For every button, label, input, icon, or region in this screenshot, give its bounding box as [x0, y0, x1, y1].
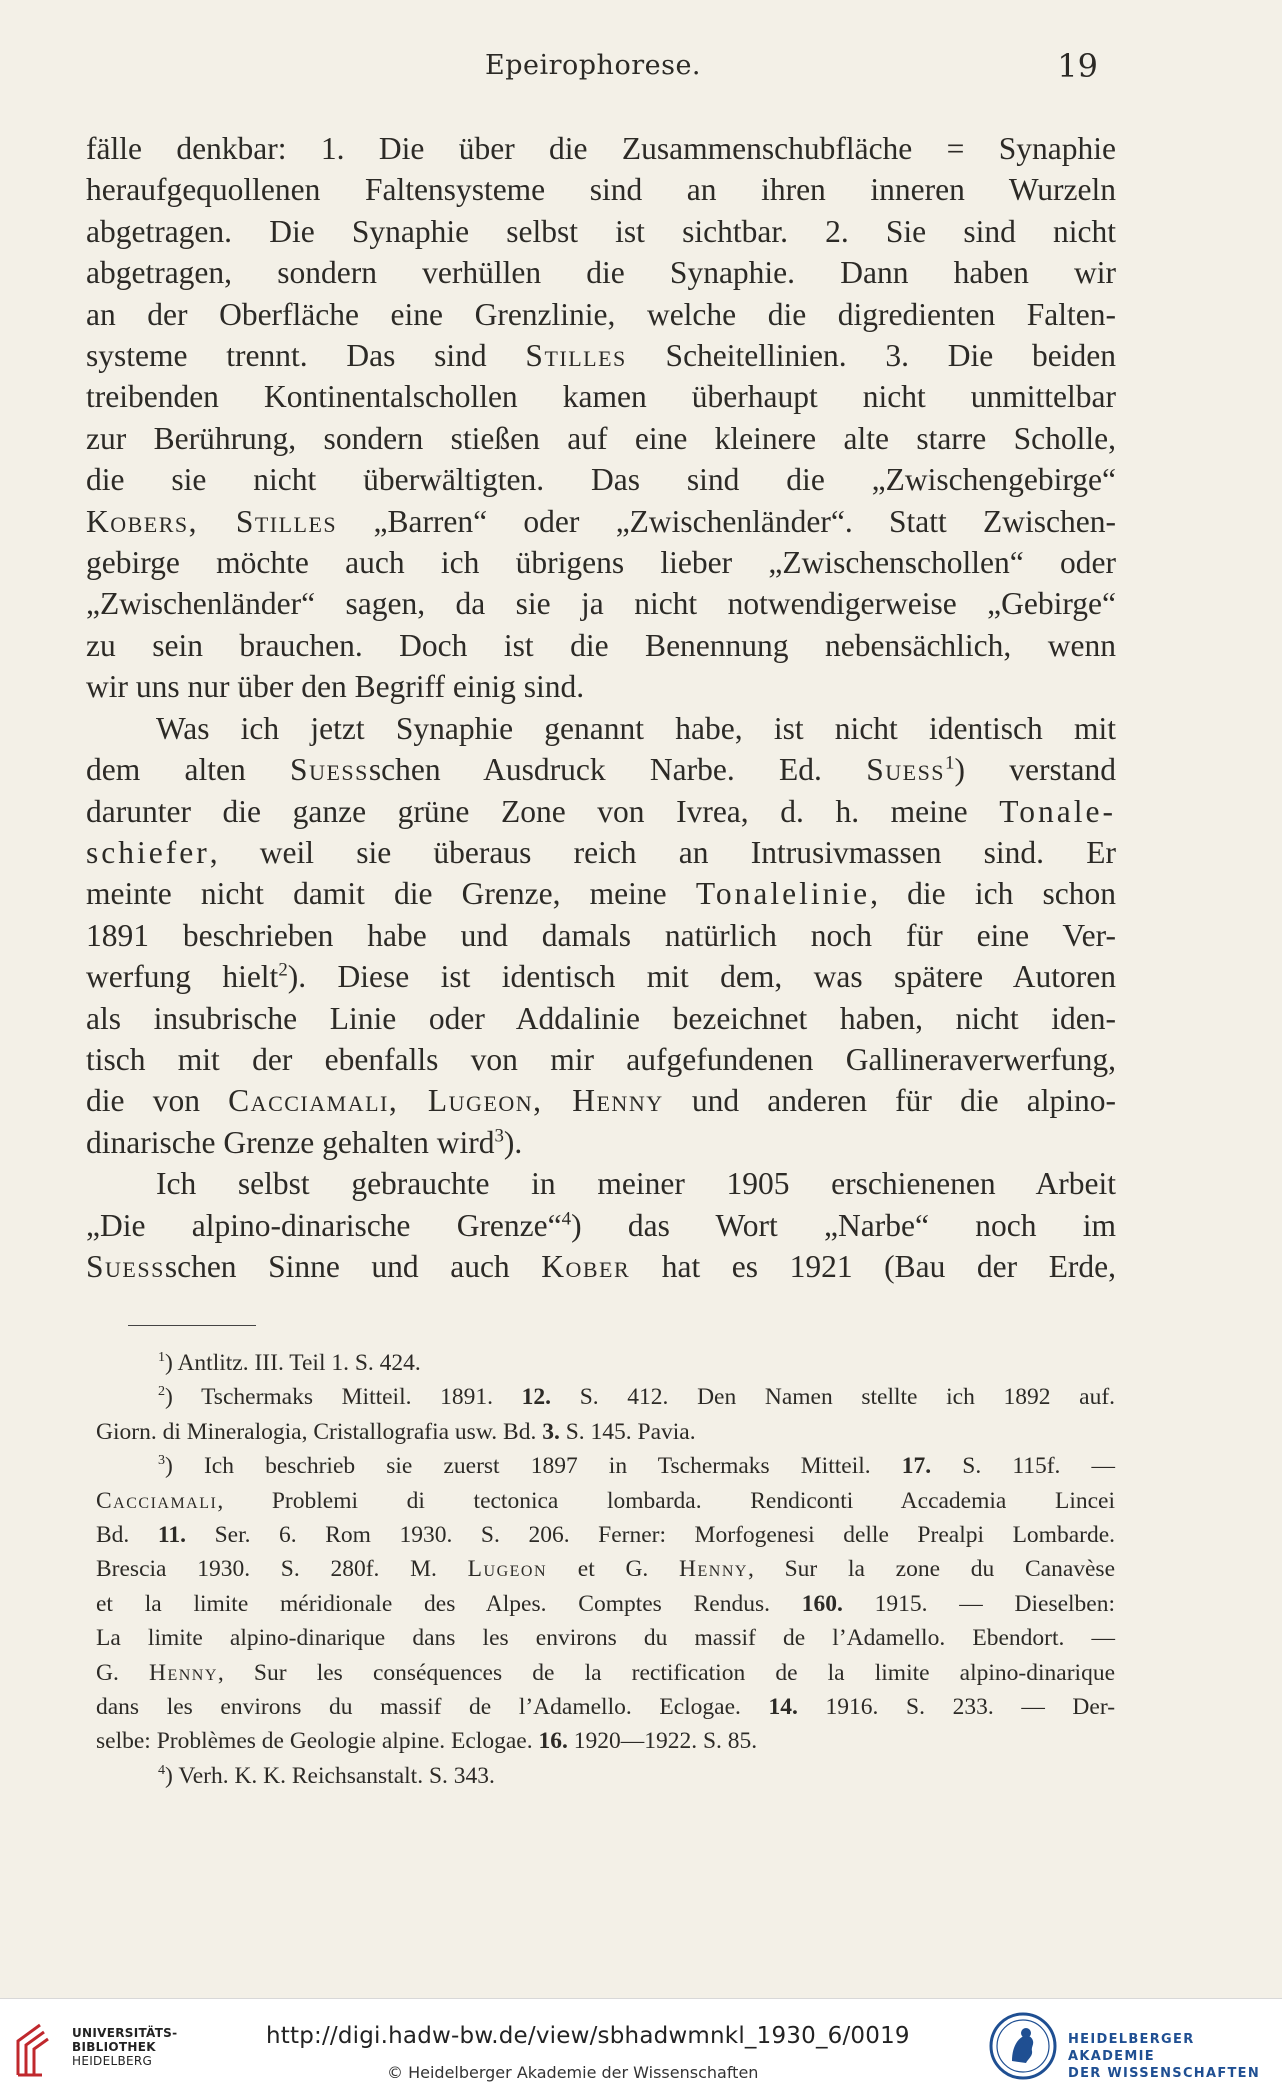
running-title: Epeirophorese.: [485, 50, 701, 81]
author-name: Suess: [290, 752, 369, 788]
text-line: Kobers, Stilles „Barren“ oder „Zwischenländer“. Statt Zwischen-: [86, 503, 1116, 539]
text-line: treibenden Kontinentalschollen kamen überhaupt nicht unmittelbar: [86, 379, 1116, 415]
academy-name: HEIDELBERGER AKADEMIE DER WISSENSCHAFTEN: [1068, 2032, 1261, 2081]
footnote-line: Bd. 11. Ser. 6. Rom 1930. S. 206. Ferner: Morfogenesi delle Prealpi Lombarde.: [96, 1522, 1116, 1549]
university-library-logo-icon: [14, 2019, 64, 2077]
text-line: abgetragen, sondern verhüllen die Synaphie. Dann haben wir: [86, 255, 1116, 291]
footnote: $^3$) Ich beschrieb sie zuerst 1897 in Tschermaks Mitteil. 17. S. 115f. —: [158, 1452, 1116, 1480]
text-line: an der Oberfläche eine Grenzlinie, welche die digredienten Falten-: [86, 296, 1116, 332]
page-number: 19: [1057, 47, 1098, 85]
footnote: $^4$) Verh. K. K. Reichsanstalt. S. 343.: [158, 1762, 495, 1789]
text-line: dinarische Grenze gehalten wird$^3$).: [86, 1124, 523, 1160]
text-line: tisch mit der ebenfalls von mir aufgefundenen Gallineraverwerfung,: [86, 1041, 1116, 1077]
university-library-name: UNIVERSITÄTS- BIBLIOTHEK HEIDELBERG: [72, 2026, 178, 2068]
text-line: als insubrische Linie oder Addalinie bezeichnet haben, nicht iden-: [86, 1000, 1116, 1036]
footnote-ref: 4: [561, 1208, 572, 1230]
footnote-ref: 1: [945, 752, 955, 774]
text-line: schiefer, weil sie überaus reich an Intrusivmassen sind. Er: [86, 834, 1116, 870]
footnote-rule: [128, 1325, 256, 1326]
text-line: Was ich jetzt Synaphie genannt habe, ist nicht identisch mit: [156, 710, 1116, 746]
footnote-line: dans les environs du massif de l’Adamello. Eclogae. 14. 1916. S. 233. — Der-: [96, 1694, 1116, 1721]
footnote: $^1$) Antlitz. III. Teil 1. S. 424.: [158, 1349, 421, 1376]
author-name: Kobers, Stilles: [86, 503, 338, 539]
permalink-url[interactable]: http://digi.hadw-bw.de/view/sbhadwmnkl_1930_6/0019: [266, 2023, 910, 2049]
copyright-notice: © Heidelberger Akademie der Wissenschaften: [387, 2063, 759, 2082]
text-line: „Die alpino-dinarische Grenze“$^4$) das Wort „Narbe“ noch im: [86, 1207, 1117, 1243]
author-name: Kober: [541, 1248, 631, 1284]
footnote: $^2$) Tschermaks Mitteil. 1891. 12. S. 412. Den Namen stellte ich 1892 auf.: [158, 1383, 1116, 1411]
text-line: darunter die ganze grüne Zone von Ivrea, d. h. meine Tonale-: [86, 793, 1116, 829]
footnote-ref: 3: [494, 1125, 504, 1147]
text-line: werfung hielt$^2$). Diese ist identisch mit dem, was spätere Autoren: [86, 959, 1116, 995]
author-name: Suess: [866, 752, 946, 788]
text-line: zu sein brauchen. Doch ist die Benennung nebensächlich, wenn: [86, 627, 1116, 663]
author-name: Henny: [679, 1556, 748, 1583]
text-line: gebirge möchte auch ich übrigens lieber „Zwischenschollen“ oder: [86, 545, 1116, 581]
footnote-line: La limite alpino-dinarique dans les environs du massif de l’Adamello. Ebendort. —: [96, 1625, 1115, 1652]
text-line: wir uns nur über den Begriff einig sind.: [86, 669, 585, 705]
text-line: Ich selbst gebrauchte in meiner 1905 erschienenen Arbeit: [156, 1166, 1116, 1202]
author-name: Suess: [86, 1248, 165, 1284]
page-header: [88, 47, 1098, 90]
text-line: fälle denkbar: 1. Die über die Zusammenschubfläche = Synaphie: [86, 131, 1116, 166]
text-line: meinte nicht damit die Grenze, meine Tonalelinie, die ich schon: [86, 876, 1116, 912]
text-line: die von Cacciamali, Lugeon, Henny und anderen für die alpino-: [86, 1083, 1117, 1119]
academy-seal-icon: [988, 2011, 1058, 2081]
spaced-term: Tonalelinie: [695, 876, 871, 912]
text-line: zur Berührung, sondern stießen auf eine kleinere alte starre Scholle,: [86, 420, 1116, 456]
text-line: „Zwischenländer“ sagen, da sie ja nicht notwendigerweise „Gebirge“: [86, 586, 1116, 622]
footnote-line: Brescia 1930. S. 280f. M. Lugeon et G. Henny, Sur la zone du Canavèse: [96, 1556, 1116, 1583]
footnote-line: Giorn. di Mineralogia, Cristallografia usw. Bd. 3. S. 145. Pavia.: [96, 1418, 696, 1445]
text-line: 1891 beschrieben habe und damals natürlich noch für eine Ver-: [86, 917, 1116, 953]
text-line: dem alten Suessschen Ausdruck Narbe. Ed. Suess$^1$) verstand: [86, 752, 1116, 788]
footnote-line: selbe: Problèmes de Geologie alpine. Eclogae. 16. 1920—1922. S. 85.: [96, 1728, 758, 1755]
main-text: [86, 128, 1116, 1287]
author-name: Cacciamali, Lugeon, Henny: [228, 1083, 664, 1119]
spaced-term: schiefer: [86, 834, 210, 870]
footnote-line: Cacciamali, Problemi di tectonica lombarda. Rendiconti Accademia Lincei: [96, 1487, 1115, 1514]
text-line: abgetragen. Die Synaphie selbst ist sichtbar. 2. Sie sind nicht: [86, 213, 1116, 249]
footnote-line: et la limite méridionale des Alpes. Comptes Rendus. 160. 1915. — Dieselben:: [96, 1590, 1116, 1617]
footnote-ref: 2: [278, 959, 288, 981]
text-line: Suessschen Sinne und auch Kober hat es 1921 (Bau der Erde,: [86, 1248, 1117, 1284]
spaced-term: Tonale-: [999, 793, 1116, 829]
footnote-line: G. Henny, Sur les conséquences de la rectification de la limite alpino-dinarique: [96, 1659, 1115, 1686]
text-line: heraufgequollenen Faltensysteme sind an ihren inneren Wurzeln: [86, 172, 1116, 208]
author-name: Cacciamali: [96, 1487, 218, 1514]
viewer-footer: [0, 1998, 1282, 2096]
footnotes: [96, 1346, 1115, 1793]
author-name: Lugeon: [467, 1556, 548, 1583]
author-name: Henny: [149, 1659, 218, 1686]
author-name: Stilles: [525, 338, 627, 374]
text-line: die sie nicht überwältigten. Das sind die „Zwischengebirge“: [86, 462, 1116, 498]
text-line: systeme trennt. Das sind Stilles Scheitellinien. 3. Die beiden: [86, 338, 1117, 374]
